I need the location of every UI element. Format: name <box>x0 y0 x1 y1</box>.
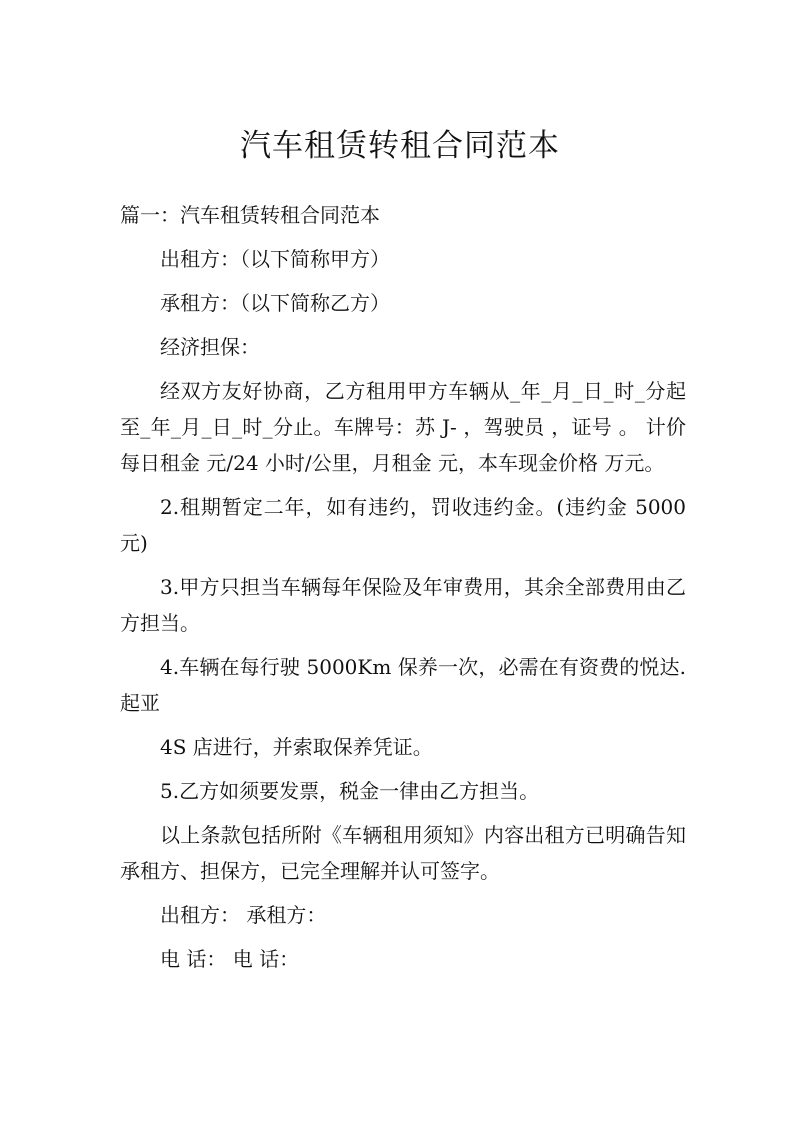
clause-3: 3.甲方只担当车辆每年保险及年审费用，其余全部费用由乙方担当。 <box>120 575 686 635</box>
acknowledgement-clause: 以上条款包括所附《车辆租用须知》内容出租方已明确告知承租方、担保方，已完全理解并认可签字。 <box>120 823 686 883</box>
phone-line: 电 话： 电 话： <box>160 947 300 971</box>
document-body <box>120 197 686 985</box>
clause-1: 经双方友好协商，乙方租用甲方车辆从_年_月_日_时_分起至_年_月_日_时_分止。车牌号：苏 J- ，驾驶员 ，证号 。 计价每日租金 元/24 小时/公里，月租金 元，本车现金价格 万元。 <box>120 379 686 475</box>
signature-line: 出租方： 承租方： <box>160 903 327 927</box>
document-title: 汽车租赁转租合同范本 <box>240 128 560 164</box>
clause-5: 5.乙方如须要发票，税金一律由乙方担当。 <box>160 779 540 803</box>
lessor-line: 出租方：（以下简称甲方） <box>160 247 390 271</box>
section-heading: 篇一：汽车租赁转租合同范本 <box>120 203 380 227</box>
clause-4-continued: 4S 店进行，并索取保养凭证。 <box>160 735 433 759</box>
clause-2: 2.租期暂定二年，如有违约，罚收违约金。(违约金 5000 元) <box>120 495 686 555</box>
guarantee-line: 经济担保： <box>160 335 260 359</box>
clause-4: 4.车辆在每行驶 5000Km 保养一次，必需在有资费的悦达.起亚 <box>120 655 686 715</box>
lessee-line: 承租方：（以下简称乙方） <box>160 291 390 315</box>
